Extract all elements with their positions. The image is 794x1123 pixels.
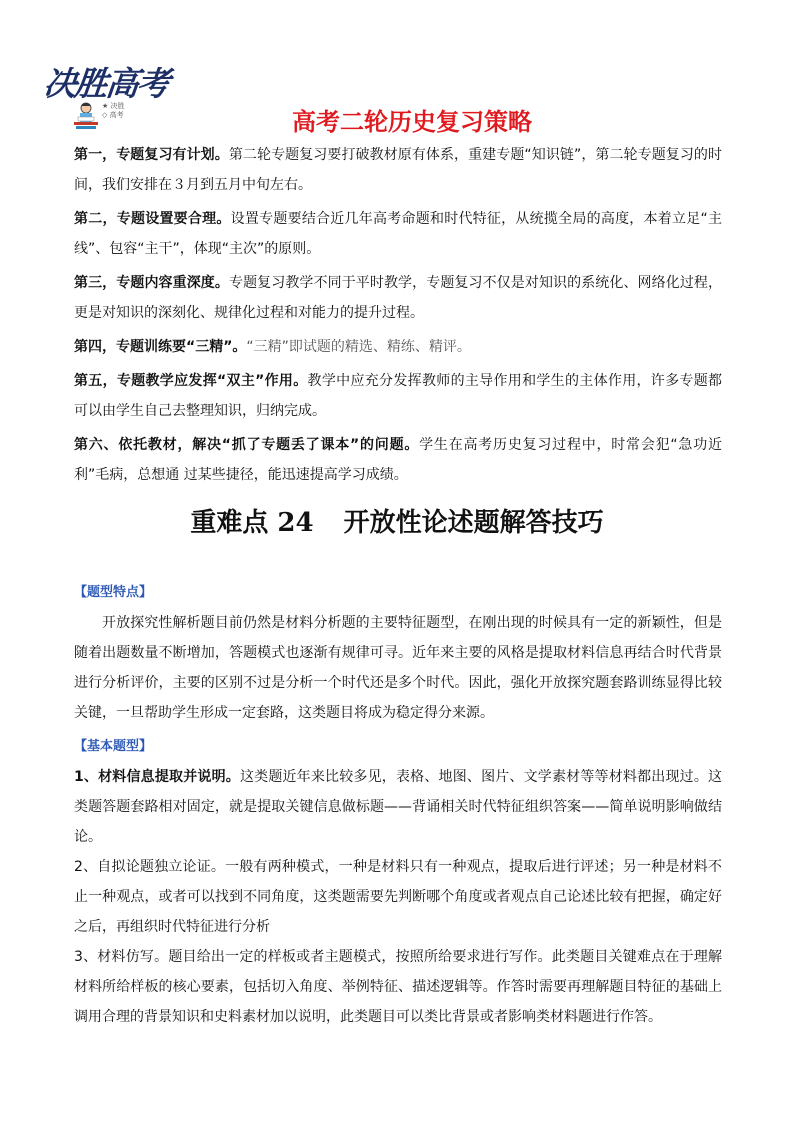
basic-types-tag: 【基本题型】 xyxy=(74,739,153,754)
section-title xyxy=(0,502,794,539)
features-paragraph: 开放探究性解析题目前仍然是材料分析题的主要特征题型，在刚出现的时候具有一定的新颖性，但是随着出题数量不断增加，答题模式也逐渐有规律可寻。近年来主要的风格是提取材料信息再结合时代背景进行分析评价，主要的区别不过是分析一个时代还是多个时代。因此，强化开放探究题套路训练显得比较关键，一旦帮助学生形成一定套路，这类题目将成为稳定得分来源。 xyxy=(74,615,722,721)
strategy-heading: 第六、依托教材，解决“抓了专题丢了课本”的问题。 xyxy=(74,437,420,453)
strategy-text: “三精”即试题的精选、精练、精评。 xyxy=(246,339,471,355)
logo-sub-line: ★ 决胜 xyxy=(102,102,125,110)
strategy-text: 设置专题要结合近几年高考命题和时代特征，从统揽全局的高度，本着立足“主线”、包容“主干”，体现“主次”的原则。 xyxy=(74,211,722,257)
basic-type-item xyxy=(74,852,722,942)
strategy-text: 第二轮专题复习要打破教材原有体系，重建专题“知识链”，第二轮专题复习的时间，我们安排在３月到五月中旬左右。 xyxy=(74,147,722,193)
strategy-item xyxy=(74,140,722,200)
strategy-heading: 第一，专题复习有计划。 xyxy=(74,147,229,163)
strategy-item xyxy=(74,204,722,264)
logo-sub-line: ◇ 高考 xyxy=(102,111,124,119)
basic-types-block xyxy=(74,732,722,1032)
strategy-item xyxy=(74,268,722,328)
basic-type-item xyxy=(74,942,722,1032)
section-topic: 开放性论述题解答技巧 xyxy=(343,508,604,538)
basic-type-text: 这类题近年来比较多见，表格、地图、图片、文学素材等等材料都出现过。这类题答题套路相对固定，就是提取关键信息做标题——背诵相关时代特征组织答案——简单说明影响做结论。 xyxy=(74,769,723,845)
strategy-heading: 第二，专题设置要合理。 xyxy=(74,211,231,227)
strategy-heading: 第三，专题内容重深度。 xyxy=(74,275,229,291)
strategy-item xyxy=(74,332,722,362)
strategy-text: 教学中应充分发挥教师的主导作用和学生的主体作用，许多专题都可以由学生自己去整理知识，归纳完成。 xyxy=(74,373,723,419)
basic-type-heading: 1、材料信息提取并说明。 xyxy=(74,769,240,785)
features-tag: 【题型特点】 xyxy=(74,585,153,600)
strategy-text: 专题复习教学不同于平时教学，专题复习不仅是对知识的系统化、网络化过程，更是对知识的深刻化、规律化过程和对能力的提升过程。 xyxy=(74,275,723,321)
basic-type-text: 2、自拟论题独立论证。一般有两种模式，一种是材料只有一种观点，提取后进行评述；另一种是材料不止一种观点，或者可以找到不同角度，这类题需要先判断哪个角度或者观点自己论述比较有把握，确定好之后，再组织时代特征进行分析 xyxy=(74,859,722,935)
strategy-text: 学生在高考历史复习过程中，时常会犯“急功近利”毛病，总想通 过某些捷径，能迅速提高学习成绩。 xyxy=(74,437,722,483)
basic-type-text: 3、材料仿写。题目给出一定的样板或者主题模式，按照所给要求进行写作。此类题目关键难点在于理解材料所给样板的核心要素，包括切入角度、举例特征、描述逻辑等。作答时需要再理解题目特征的基础上调用合理的背景知识和史料素材加以说明，此类题目可以类比背景或者影响类材料题进行作答。 xyxy=(74,949,722,1025)
strategy-list xyxy=(74,140,722,494)
section-number: 重难点 24 xyxy=(190,508,314,538)
strategy-item xyxy=(74,430,722,490)
strategy-heading: 第五，专题教学应发挥“双主”作用。 xyxy=(74,373,308,389)
features-block xyxy=(74,578,722,728)
page-title: 高考二轮历史复习策略 xyxy=(292,108,532,136)
strategy-item xyxy=(74,366,722,426)
basic-type-item xyxy=(74,762,722,852)
strategy-heading: 第四，专题训练要“三精”。 xyxy=(74,339,247,355)
logo-wordmark: 决胜高考 xyxy=(41,64,170,103)
